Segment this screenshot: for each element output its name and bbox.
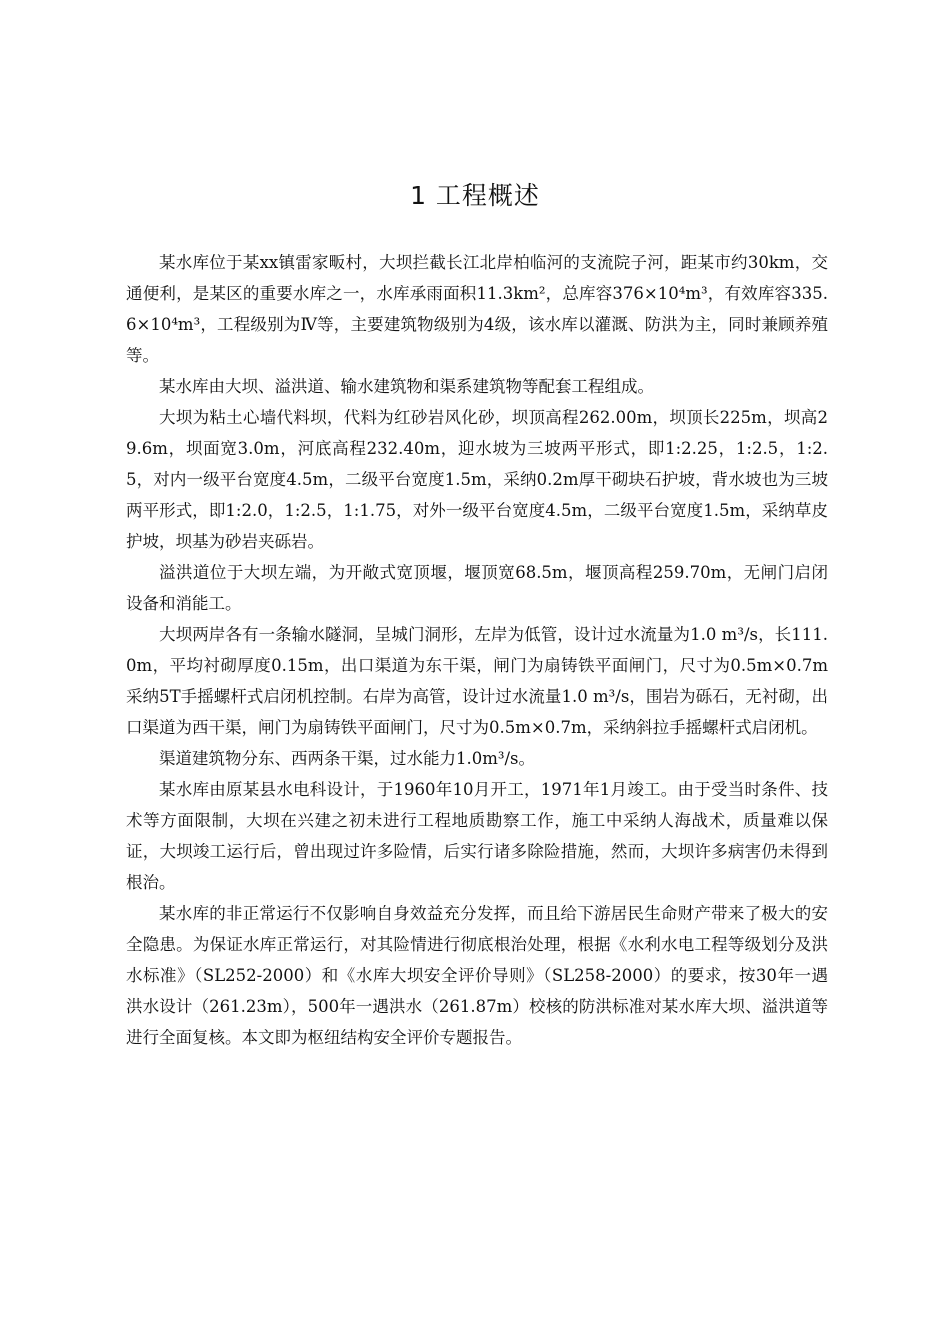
- paragraph-location: 某水库位于某xx镇雷家畈村，大坝拦截长江北岸柏临河的支流院子河，距某市约30km，交通便利，是某区的重要水库之一，水库承雨面积11.3km²，总库容376×10⁴m³，有效库容335.6×10⁴m³，工程级别为Ⅳ等，主要建筑物级别为4级，该水库以灌溉、防洪为主，同时兼顾养殖等。: [126, 253, 828, 365]
- document-body: [126, 247, 828, 1053]
- section-title: 1 工程概述: [410, 181, 540, 210]
- paragraph-spillway: 溢洪道位于大坝左端，为开敞式宽顶堰，堰顶宽68.5m，堰顶高程259.70m，无闸门启闭设备和消能工。: [126, 563, 828, 613]
- paragraph-purpose: 某水库的非正常运行不仅影响自身效益充分发挥，而且给下游居民生命财产带来了极大的安全隐患。为保证水库正常运行，对其险情进行彻底根治处理，根据《水利水电工程等级划分及洪水标准》（SL252-2000）和《水库大坝安全评价导则》（SL258-2000）的要求，按30年一遇洪水设计（261.23m），500年一遇洪水（261.87m）校核的防洪标准对某水库大坝、溢洪道等进行全面复核。本文即为枢纽结构安全评价专题报告。: [126, 904, 828, 1047]
- paragraph-canals: 渠道建筑物分东、西两条干渠，过水能力1.0m³/s。: [159, 749, 536, 768]
- paragraph-history: 某水库由原某县水电科设计，于1960年10月开工，1971年1月竣工。由于受当时条件、技术等方面限制，大坝在兴建之初未进行工程地质勘察工作，施工中采纳人海战术，质量难以保证，大坝竣工运行后，曾出现过许多险情，后实行诸多除险措施，然而，大坝许多病害仍未得到根治。: [126, 780, 828, 892]
- paragraph-composition: 某水库由大坝、溢洪道、输水建筑物和渠系建筑物等配套工程组成。: [159, 377, 654, 396]
- paragraph-tunnels: 大坝两岸各有一条输水隧洞，呈城门洞形，左岸为低管，设计过水流量为1.0 m³/s，长111.0m，平均衬砌厚度0.15m，出口渠道为东干渠，闸门为扇铸铁平面闸门，尺寸为0.5m×0.7m采纳5T手摇螺杆式启闭机控制。右岸为高管，设计过水流量1.0 m³/s，围岩为砾石，无衬砌，出口渠道为西干渠，闸门为扇铸铁平面闸门，尺寸为0.5m×0.7m，采纳斜拉手摇螺杆式启闭机。: [126, 625, 828, 737]
- paragraph-dam: 大坝为粘土心墙代料坝，代料为红砂岩风化砂，坝顶高程262.00m，坝顶长225m，坝高29.6m，坝面宽3.0m，河底高程232.40m，迎水坡为三坡两平形式，即1:2.25，1:2.5，1:2.5，对内一级平台宽度4.5m，二级平台宽度1.5m，采纳0.2m厚干砌块石护坡，背水坡也为三坡两平形式，即1:2.0，1:2.5，1:1.75，对外一级平台宽度4.5m，二级平台宽度1.5m，采纳草皮护坡，坝基为砂岩夹砾岩。: [126, 408, 828, 551]
